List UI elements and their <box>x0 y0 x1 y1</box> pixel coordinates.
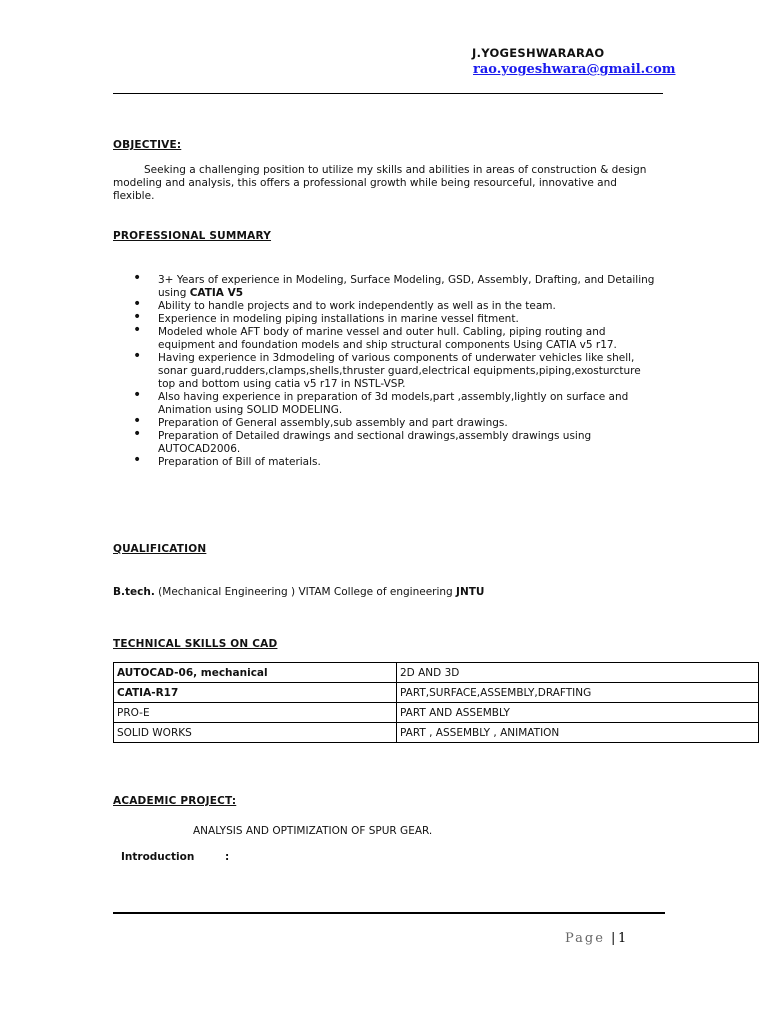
summary-item <box>113 391 658 417</box>
summary-item-text: Having experience in 3dmodeling of various components of underwater vehicles like shell, sonar guard,rudders,clamps,shells,thruster guard,electrical equipments,piping,exosturcture top and bottom using catia v5 r17 in NSTL-VSP. <box>158 352 641 390</box>
qualification-heading: QUALIFICATION <box>113 543 207 555</box>
summary-item <box>113 326 658 352</box>
summary-item-bold: CATIA V5 <box>189 287 244 299</box>
summary-item-text: Ability to handle projects and to work independently as well as in the team. <box>158 300 556 312</box>
university: JNTU <box>456 586 485 598</box>
header-divider <box>113 93 663 94</box>
skill-tool: PRO-E <box>114 703 397 723</box>
page-label: Page <box>565 931 605 946</box>
page-separator: | <box>611 931 616 946</box>
summary-item-text: Preparation of Detailed drawings and sectional drawings,assembly drawings using AUTOCAD2006. <box>158 430 592 455</box>
skills-row <box>114 683 759 703</box>
skill-tool: AUTOCAD-06, mechanical <box>114 663 397 683</box>
page-number: 1 <box>618 931 627 946</box>
summary-item-text: Preparation of General assembly,sub assembly and part drawings. <box>158 417 508 429</box>
degree: B.tech. <box>113 586 155 598</box>
objective-heading: OBJECTIVE: <box>113 139 182 151</box>
skills-row <box>114 723 759 743</box>
summary-list <box>113 274 658 469</box>
academic-heading: ACADEMIC PROJECT: <box>113 795 237 807</box>
summary-heading: PROFESSIONAL SUMMARY <box>113 230 272 242</box>
summary-item <box>113 352 658 391</box>
summary-item-text: Also having experience in preparation of 3d models,part ,assembly,lightly on surface and Animation using SOLID MODELING. <box>158 391 629 416</box>
qualification-line <box>113 586 484 598</box>
summary-item-text: Preparation of Bill of materials. <box>158 456 321 468</box>
summary-item <box>113 313 658 326</box>
footer-divider <box>113 912 665 914</box>
skill-scope: PART , ASSEMBLY , ANIMATION <box>397 723 759 743</box>
summary-item <box>113 274 658 300</box>
skill-scope: PART AND ASSEMBLY <box>397 703 759 723</box>
technical-skills-heading: TECHNICAL SKILLS ON CAD <box>113 638 278 650</box>
project-title: ANALYSIS AND OPTIMIZATION OF SPUR GEAR. <box>193 825 433 837</box>
skill-scope: 2D AND 3D <box>397 663 759 683</box>
email-link[interactable]: rao.yogeshwara@gmail.com <box>473 62 676 77</box>
skills-row <box>114 663 759 683</box>
candidate-name: J.YOGESHWARARAO <box>472 46 605 60</box>
skill-tool: CATIA-R17 <box>114 683 397 703</box>
degree-detail: (Mechanical Engineering ) VITAM College of engineering <box>154 586 457 598</box>
objective-text: Seeking a challenging position to utilize my skills and abilities in areas of construction & design modeling and analysis, this offers a professional growth while being resourceful, innovative and flexible. <box>113 164 647 202</box>
summary-item <box>113 430 658 456</box>
skills-table <box>113 662 759 743</box>
skills-row <box>114 703 759 723</box>
introduction-label: Introduction <box>121 851 195 863</box>
summary-item-text: Modeled whole AFT body of marine vessel and outer hull. Cabling, piping routing and equipment and foundation models and ship structural components Using CATIA v5 r17. <box>158 326 617 351</box>
skill-scope: PART,SURFACE,ASSEMBLY,DRAFTING <box>397 683 759 703</box>
summary-item <box>113 417 658 430</box>
summary-item <box>113 456 658 469</box>
introduction-colon: : <box>225 851 230 863</box>
summary-item-text: Experience in modeling piping installations in marine vessel fitment. <box>158 313 519 325</box>
summary-item <box>113 300 658 313</box>
skill-tool: SOLID WORKS <box>114 723 397 743</box>
summary-item-text: 3+ Years of experience in Modeling, Surface Modeling, GSD, Assembly, Drafting, and Detailing using <box>158 274 655 299</box>
